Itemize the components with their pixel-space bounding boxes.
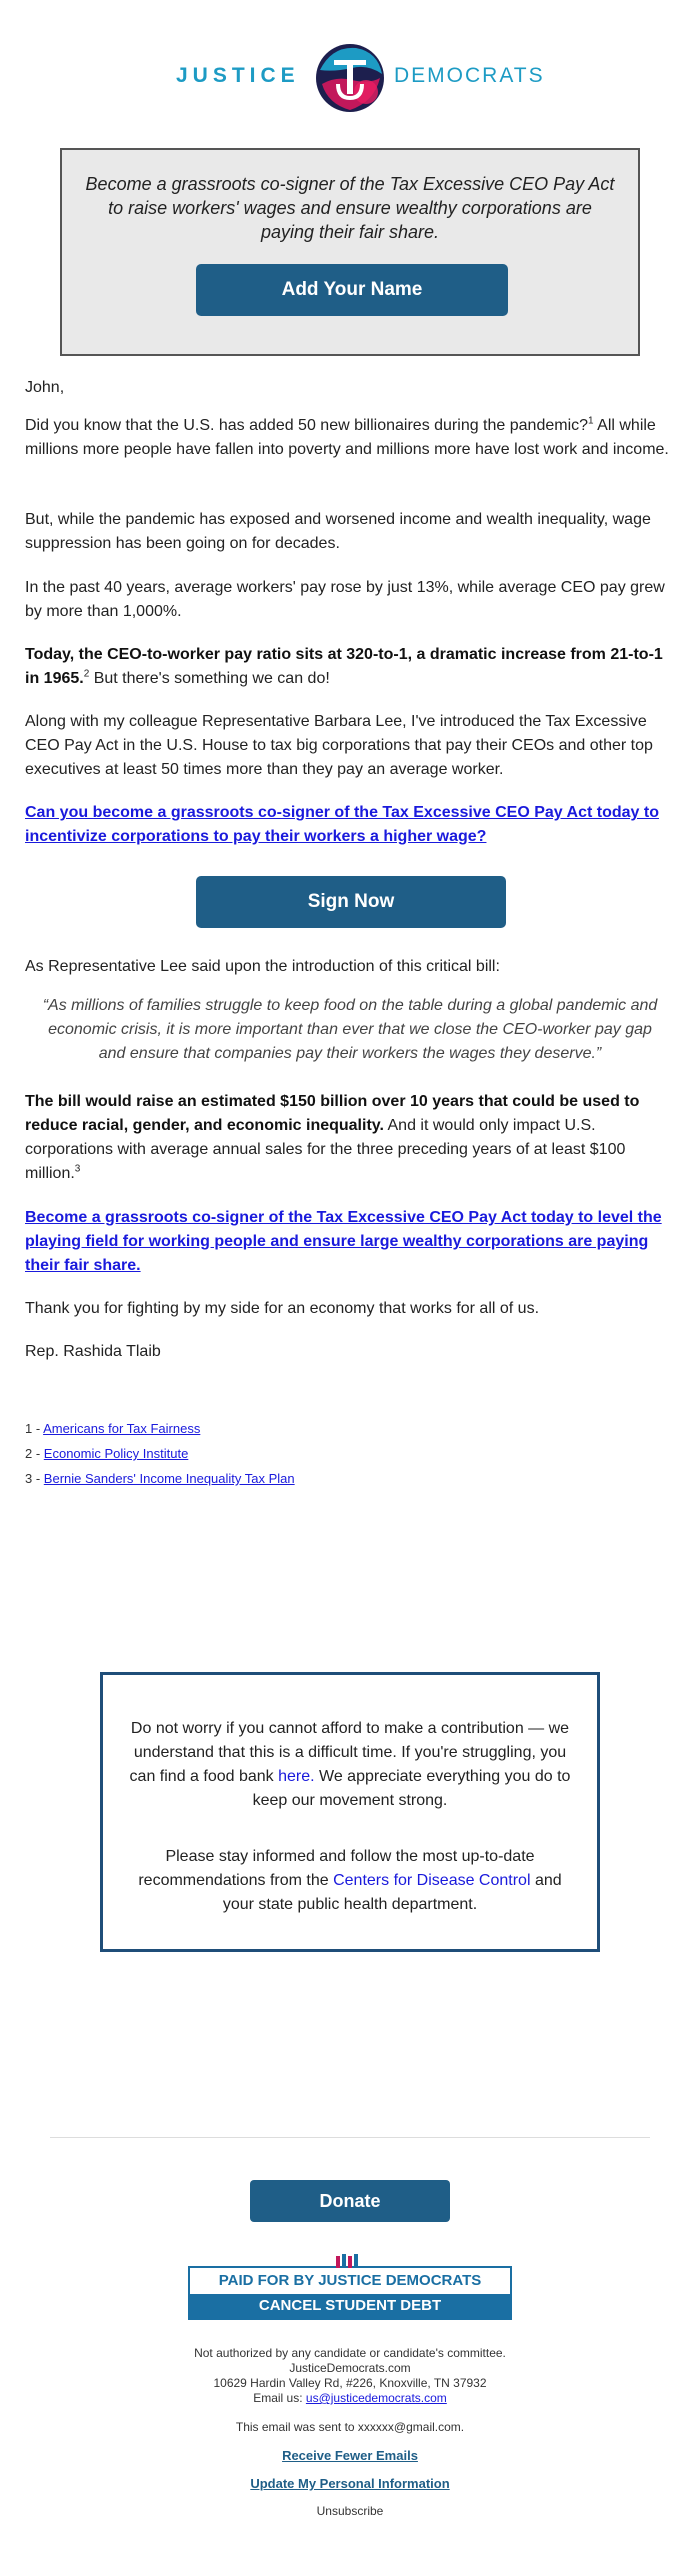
- footer-address: 10629 Hardin Valley Rd, #226, Knoxville, TN 37932: [213, 2376, 487, 2390]
- petition-text: Become a grassroots co-signer of the Tax Excessive CEO Pay Act to raise workers' wages and ensure wealthy corporations are paying their fair share.: [85, 174, 615, 242]
- cosigner-link-1[interactable]: Can you become a grassroots co-signer of the Tax Excessive CEO Pay Act today to incentivize corporations to pay their workers a higher wage?: [25, 804, 659, 845]
- footnote-1-link[interactable]: Americans for Tax Fairness: [43, 1421, 201, 1436]
- footnote-2-link[interactable]: Economic Policy Institute: [43, 1446, 189, 1461]
- flag-icon: [334, 2254, 364, 2268]
- receive-fewer-emails-link[interactable]: Receive Fewer Emails: [282, 2448, 418, 2463]
- greeting: John,: [25, 379, 65, 396]
- footer-website: JusticeDemocrats.com: [289, 2361, 411, 2375]
- update-info-link[interactable]: Update My Personal Information: [250, 2476, 450, 2491]
- logo-word-democrats: DEMOCRATS: [394, 64, 545, 87]
- footnote-3-link[interactable]: Bernie Sanders' Income Inequality Tax Plan: [43, 1471, 295, 1486]
- signature: Rep. Rashida Tlaib: [25, 1343, 161, 1360]
- cancel-student-debt-text: CANCEL STUDENT DEBT: [190, 2294, 510, 2318]
- food-bank-link[interactable]: here.: [278, 1768, 315, 1785]
- footer-sent-to: This email was sent to xxxxxx@gmail.com.: [235, 2420, 465, 2434]
- cdc-link[interactable]: Centers for Disease Control: [333, 1872, 531, 1889]
- logo-emblem-icon: [312, 40, 388, 116]
- paragraph-billionaires: Did you know that the U.S. has added 50 new billionaires during the pandemic?$^1$ All while millions more people have fallen into poverty and millions more have lost work and income.: [25, 415, 669, 458]
- cosigner-link-2[interactable]: Become a grassroots co-signer of the Tax Excessive CEO Pay Act today to level the playing field for working people and ensure large wealthy corporations are paying their fair share.: [25, 1209, 662, 1274]
- footnote-1: 1 - Americans for Tax Fairness: [25, 1421, 201, 1436]
- paid-for-banner: [188, 2266, 512, 2320]
- add-your-name-button[interactable]: Add Your Name: [196, 264, 508, 316]
- unsubscribe-link[interactable]: Unsubscribe: [316, 2504, 384, 2518]
- footer-divider: [50, 2137, 650, 2138]
- justice-democrats-logo[interactable]: [0, 30, 700, 120]
- sign-now-button[interactable]: Sign Now: [196, 876, 506, 928]
- paid-for-text: PAID FOR BY JUSTICE DEMOCRATS: [190, 2268, 510, 2294]
- paragraph-thank-you: Thank you for fighting by my side for an economy that works for all of us.: [25, 1300, 540, 1317]
- paragraph-pay-ratio: Today, the CEO-to-worker pay ratio sits at 320-to-1, a dramatic increase from 21-to-1 in 1965.$^2$ But there's something we can do!: [25, 646, 663, 687]
- footnote-3: 3 - Bernie Sanders' Income Inequality Tax Plan: [25, 1471, 295, 1486]
- email-link[interactable]: us@justicedemocrats.com: [305, 2391, 447, 2405]
- lee-quote: “As millions of families struggle to keep food on the table during a global pandemic and economic crisis, it is more important than ever that we close the CEO-worker pay gap and ensure that companies pay their workers the wages they deserve.”: [42, 997, 658, 1062]
- footnote-2: 2 - Economic Policy Institute: [25, 1446, 189, 1461]
- paragraph-revenue: The bill would raise an estimated $150 billion over 10 years that could be used to reduce racial, gender, and economic inequality. And it would only impact U.S. corporations with average annual sales for the three preceding years of at least $100 million.$^3$: [25, 1093, 640, 1182]
- petition-callout: [60, 148, 640, 356]
- donate-button[interactable]: Donate: [250, 2180, 450, 2222]
- logo-word-justice: JUSTICE: [176, 64, 300, 87]
- paragraph-pay-growth: In the past 40 years, average workers' pay rose by just 13%, while average CEO pay grew by more than 1,000%.: [25, 579, 665, 620]
- footer-disclaimer: Not authorized by any candidate or candidate's committee.: [194, 2346, 506, 2360]
- paragraph-lee-intro: As Representative Lee said upon the introduction of this critical bill:: [25, 958, 500, 975]
- footer-email: Email us: us@justicedemocrats.com: [253, 2391, 447, 2405]
- paragraph-wage-suppression: But, while the pandemic has exposed and worsened income and wealth inequality, wage suppression has been going on for decades.: [25, 511, 651, 552]
- contribution-notice: [100, 1672, 600, 1952]
- notice-food-bank: Do not worry if you cannot afford to make a contribution — we understand that this is a difficult time. If you're struggling, you can find a food bank here. We appreciate everything you do to keep our movement strong.: [129, 1720, 571, 1809]
- notice-cdc: Please stay informed and follow the most up-to-date recommendations from the Centers for Disease Control and your state public health department.: [138, 1848, 562, 1913]
- paragraph-bill-intro: Along with my colleague Representative Barbara Lee, I've introduced the Tax Excessive CEO Pay Act in the U.S. House to tax big corporations that pay their CEOs and other top executives at least 50 times more than they pay an average worker.: [25, 713, 653, 778]
